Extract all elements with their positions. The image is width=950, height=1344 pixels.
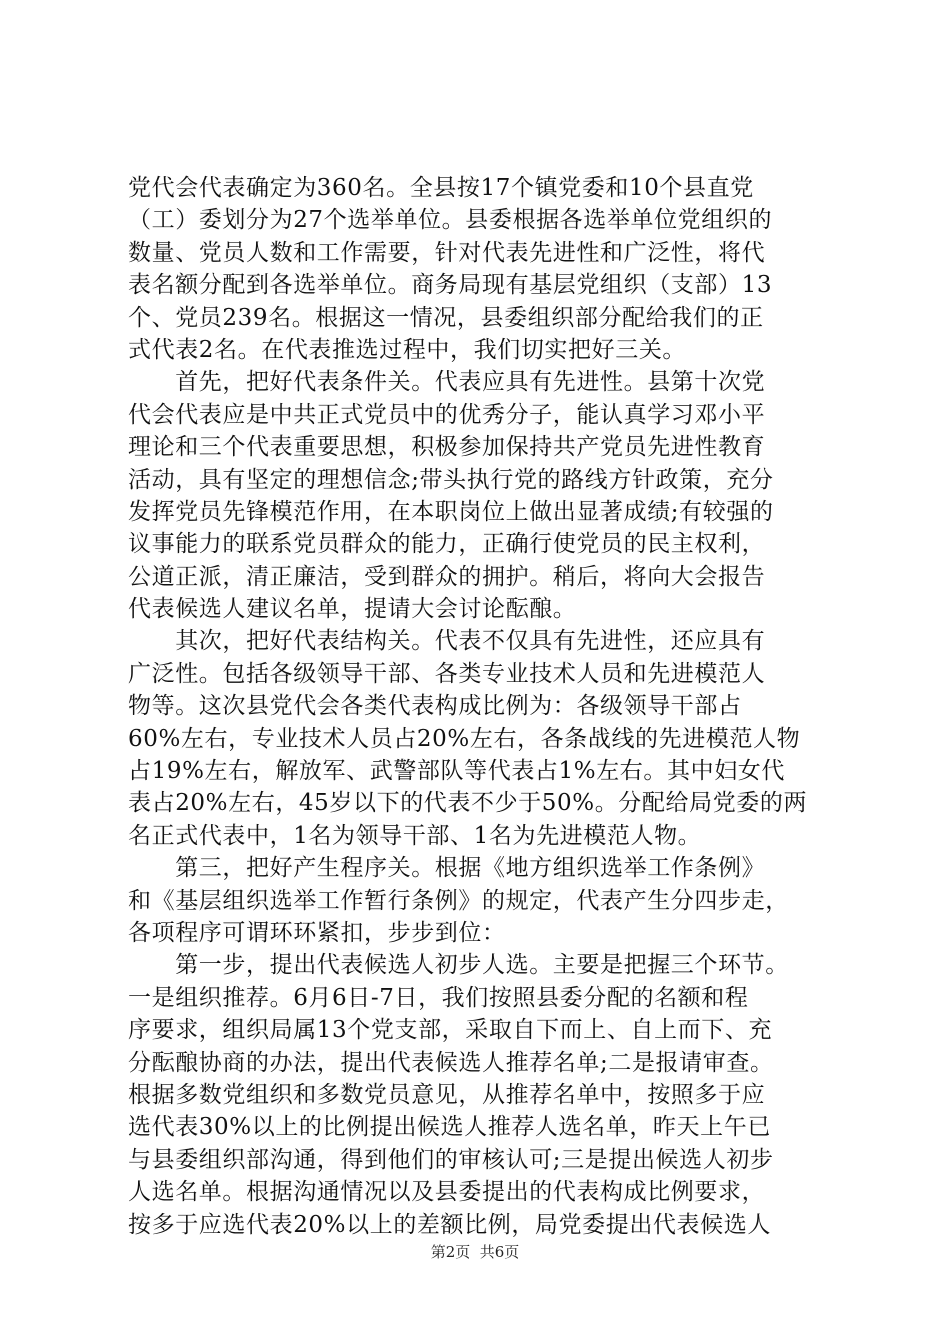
text-line: 人选名单。根据沟通情况以及县委提出的代表构成比例要求， <box>128 1179 766 1206</box>
text-line: 公道正派，清正廉洁，受到群众的拥护。稍后，将向大会报告 <box>128 563 766 590</box>
text-line: 代表候选人建议名单，提请大会讨论酝酿。 <box>128 596 577 623</box>
text-line: 根据多数党组织和多数党员意见，从推荐名单中，按照多于应 <box>128 1081 766 1108</box>
body-text <box>128 172 828 1241</box>
page-footer <box>0 1242 950 1262</box>
text-line: （工）委划分为27个选举单位。县委根据各选举单位党组织的 <box>128 207 773 234</box>
text-line: 理论和三个代表重要思想，积极参加保持共产党员先进性教育 <box>128 434 766 461</box>
text-line: 序要求，组织局属13个党支部，采取自下而上、自上而下、充 <box>128 1017 773 1044</box>
text-line: 第三，把好产生程序关。根据《地方组织选举工作条例》 <box>128 855 766 882</box>
text-line: 表占20%左右，45岁以下的代表不少于50%。分配给局党委的两 <box>128 790 808 817</box>
page-number: 第2页 共6页 <box>430 1243 520 1261</box>
text-line: 代会代表应是中共正式党员中的优秀分子，能认真学习邓小平 <box>128 401 766 428</box>
text-line: 其次，把好代表结构关。代表不仅具有先进性，还应具有 <box>128 628 766 655</box>
text-line: 选代表30%以上的比例提出候选人推荐人选名单，昨天上午已 <box>128 1114 771 1141</box>
text-line: 物等。这次县党代会各类代表构成比例为：各级领导干部占 <box>128 693 742 720</box>
text-line: 活动，具有坚定的理想信念;带头执行党的路线方针政策，充分 <box>128 466 774 493</box>
text-line: 分酝酿协商的办法，提出代表候选人推荐名单;二是报请审查。 <box>128 1049 774 1076</box>
text-line: 占19%左右，解放军、武警部队等代表占1%左右。其中妇女代 <box>128 758 786 785</box>
text-line: 60%左右，专业技术人员占20%左右，各条战线的先进模范人物 <box>128 725 801 752</box>
text-line: 式代表2名。在代表推选过程中，我们切实把好三关。 <box>128 336 687 363</box>
text-line: 按多于应选代表20%以上的差额比例，局党委提出代表候选人 <box>128 1211 771 1238</box>
text-line: 发挥党员先锋模范作用，在本职岗位上做出显著成绩;有较强的 <box>128 498 774 525</box>
text-line: 议事能力的联系党员群众的能力，正确行使党员的民主权利， <box>128 531 766 558</box>
text-line: 各项程序可谓环环紧扣，步步到位： <box>128 919 506 946</box>
text-line: 首先，把好代表条件关。代表应具有先进性。县第十次党 <box>128 369 766 396</box>
text-line: 与县委组织部沟通，得到他们的审核认可;三是提出候选人初步 <box>128 1146 774 1173</box>
text-line: 一是组织推荐。6月6日-7日，我们按照县委分配的名额和程 <box>128 984 749 1011</box>
text-line: 名正式代表中，1名为领导干部、1名为先进模范人物。 <box>128 822 702 849</box>
text-line: 和《基层组织选举工作暂行条例》的规定，代表产生分四步走， <box>128 887 789 914</box>
text-line: 数量、党员人数和工作需要，针对代表先进性和广泛性，将代 <box>128 239 766 266</box>
text-line: 个、党员239名。根据这一情况，县委组织部分配给我们的正 <box>128 304 764 331</box>
text-line: 表名额分配到各选举单位。商务局现有基层党组织（支部）13 <box>128 272 773 299</box>
text-line: 广泛性。包括各级领导干部、各类专业技术人员和先进模范人 <box>128 660 766 687</box>
text-line: 第一步，提出代表候选人初步人选。主要是把握三个环节。 <box>128 952 789 979</box>
text-line: 党代会代表确定为360名。全县按17个镇党委和10个县直党 <box>128 175 754 201</box>
